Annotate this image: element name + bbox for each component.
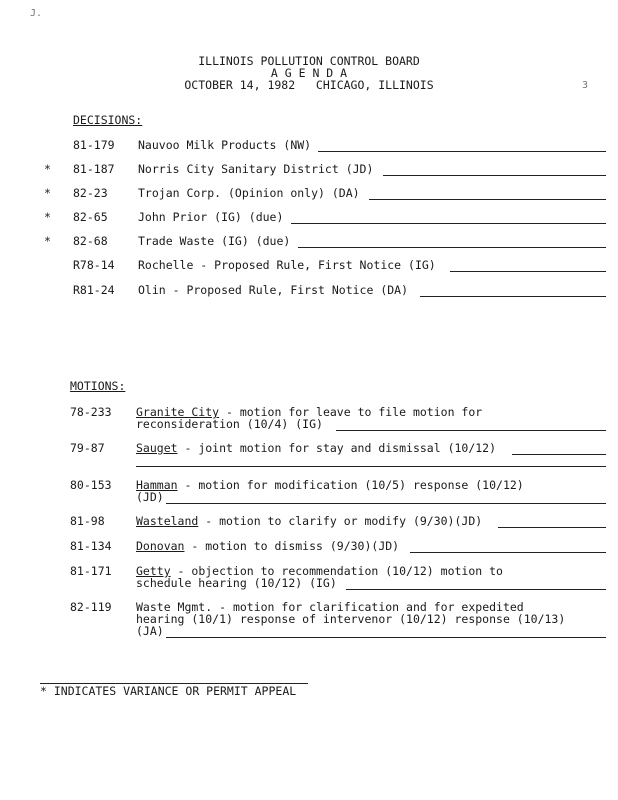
docket-number: 82-23 xyxy=(73,186,108,200)
variance-star: * xyxy=(44,186,51,200)
org-title: ILLINOIS POLLUTION CONTROL BOARD xyxy=(198,54,420,68)
motion-text: - objection to recommendation (10/12) motion to xyxy=(170,564,503,578)
docket-number: 82-65 xyxy=(73,210,108,224)
party-name: Waste Mgmt. xyxy=(136,600,213,614)
decision-text: John Prior (IG) (due) xyxy=(138,210,284,224)
decision-text: Nauvoo Milk Products (NW) xyxy=(138,138,312,152)
motion-blank-line xyxy=(498,527,606,528)
footnote: * INDICATES VARIANCE OR PERMIT APPEAL xyxy=(40,684,297,698)
decision-blank-line xyxy=(383,175,606,176)
motion-text-cont: (JA) xyxy=(136,624,164,638)
docket-number: 79-87 xyxy=(70,441,105,455)
date-place: OCTOBER 14, 1982 CHICAGO, ILLINOIS xyxy=(184,78,434,92)
motion-text-cont: schedule hearing (10/12) (IG) xyxy=(136,576,337,590)
party-name: Getty xyxy=(136,564,171,578)
decision-blank-line xyxy=(291,223,606,224)
party-name: Hamman xyxy=(136,478,178,492)
footnote-rule xyxy=(40,683,308,684)
motion-blank-line xyxy=(136,466,606,467)
variance-star: * xyxy=(44,162,51,176)
motion-text-cont: hearing (10/1) response of intervenor (10/12) response (10/13) xyxy=(136,612,566,626)
page-mark: 3 xyxy=(582,80,589,91)
docket-number: 80-153 xyxy=(70,478,112,492)
motion-text: - motion to dismiss (9/30)(JD) xyxy=(184,539,400,553)
docket-number: 81-179 xyxy=(73,138,115,152)
motion-blank-line xyxy=(410,552,606,553)
motion-blank-line xyxy=(336,430,606,431)
decision-text: Norris City Sanitary District (JD) xyxy=(138,162,374,176)
decision-text: Trade Waste (IG) (due) xyxy=(138,234,291,248)
motion-text: - joint motion for stay and dismissal (10/12) xyxy=(177,441,497,455)
decision-text: Olin - Proposed Rule, First Notice (DA) xyxy=(138,283,409,297)
decision-blank-line xyxy=(450,271,606,272)
docket-number: 78-233 xyxy=(70,405,112,419)
motion-text: - motion to clarify or modify (9/30)(JD) xyxy=(198,514,483,528)
party-name: Donovan xyxy=(136,539,185,553)
motions-heading: MOTIONS: xyxy=(70,379,126,393)
decision-blank-line xyxy=(420,296,606,297)
docket-number: 81-98 xyxy=(70,514,105,528)
decision-blank-line xyxy=(369,199,606,200)
docket-number: 81-171 xyxy=(70,564,112,578)
motion-text-cont: reconsideration (10/4) (IG) xyxy=(136,417,323,431)
agenda-title: A G E N D A xyxy=(270,66,348,80)
variance-star: * xyxy=(44,210,51,224)
motion-blank-line xyxy=(166,503,606,504)
motion-blank-line xyxy=(166,637,606,638)
motion-text-cont: (JD) xyxy=(136,490,164,504)
docket-number: R81-24 xyxy=(73,283,115,297)
motion-text: - motion for clarification and for expedited xyxy=(212,600,524,614)
decisions-heading: DECISIONS: xyxy=(73,113,143,127)
party-name: Granite City xyxy=(136,405,220,419)
decision-blank-line xyxy=(298,247,606,248)
docket-number: 82-119 xyxy=(70,600,112,614)
decision-text: Trojan Corp. (Opinion only) (DA) xyxy=(138,186,360,200)
motion-blank-line xyxy=(346,589,606,590)
motion-text: - motion for modification (10/5) response (10/12) xyxy=(177,478,524,492)
decision-text: Rochelle - Proposed Rule, First Notice (IG) xyxy=(138,258,436,272)
variance-star: * xyxy=(44,234,51,248)
docket-number: R78-14 xyxy=(73,258,115,272)
docket-number: 82-68 xyxy=(73,234,108,248)
docket-number: 81-187 xyxy=(73,162,115,176)
motion-blank-line xyxy=(512,454,606,455)
handwritten-corner-mark: J. xyxy=(30,8,43,19)
motion-text: - motion for leave to file motion for xyxy=(219,405,483,419)
party-name: Wasteland xyxy=(136,514,199,528)
docket-number: 81-134 xyxy=(70,539,112,553)
party-name: Sauget xyxy=(136,441,178,455)
decision-blank-line xyxy=(318,151,606,152)
